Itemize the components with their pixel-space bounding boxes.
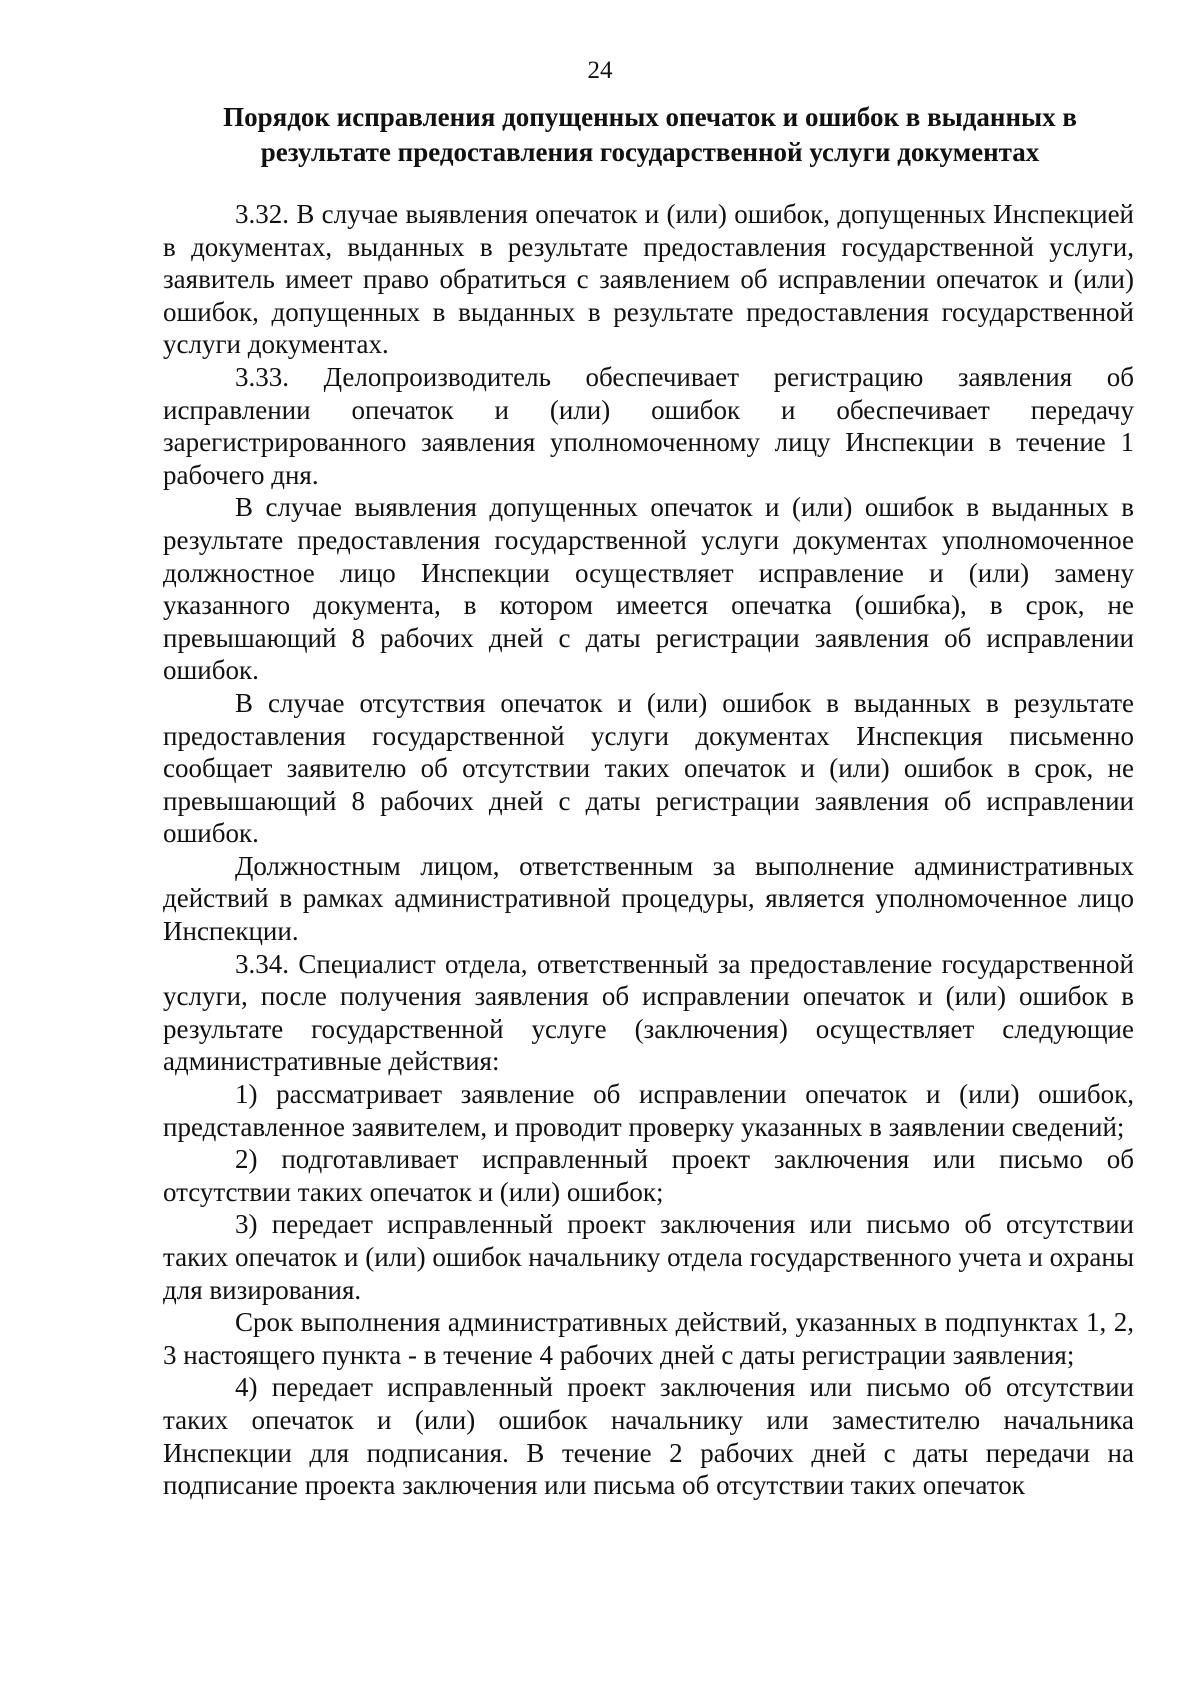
paragraph-3-34: 3.34. Специалист отдела, ответственный за предоставление государственной услуги, после получения заявления об исправлении опечаток и (или) ошибок в результате государственной услуге (заключения) осуществляет следующие административные действия: [163,948,1134,1077]
paragraph-no-errors: В случае отсутствия опечаток и (или) ошибок в выданных в результате предоставления государственной услуги документах Инспекция письменно сообщает заявителю об отсутствии таких опечаток и (или) ошибок в срок, не превышающий 8 рабочих дней с даты регистрации заявления об исправлении ошибок. [163,687,1134,849]
list-item-4: 4) передает исправленный проект заключения или письмо об отсутствии таких опечаток и (или) ошибок начальнику или заместителю начальника Инспекции для подписания. В течение 2 рабочих дней с даты передачи на подписание проекта заключения или письма об отсутствии таких опечаток [163,1372,1134,1501]
page-number: 24 [587,57,613,84]
section-title [175,100,1125,170]
section-title-line-1: Порядок исправления допущенных опечаток и ошибок в выданных в [223,102,1077,132]
paragraph-error-correction: В случае выявления допущенных опечаток и (или) ошибок в выданных в результате предоставления государственной услуги документах уполномоченное должностное лицо Инспекции осуществляет исправление и (или) замену указанного документа, в котором имеется опечатка (ошибка), в срок, не превышающий 8 рабочих дней с даты регистрации заявления об исправлении ошибок. [163,492,1134,686]
section-title-line-2: результате предоставления государственной услуги документах [260,137,1040,167]
document-body [163,198,1134,1502]
paragraph-deadline: Срок выполнения административных действий, указанных в подпунктах 1, 2, 3 настоящего пункта - в течение 4 рабочих дней с даты регистрации заявления; [163,1307,1134,1370]
list-item-3: 3) передает исправленный проект заключения или письмо об отсутствии таких опечаток и (или) ошибок начальнику отдела государственного учета и охраны для визирования. [163,1209,1134,1305]
list-item-1: 1) рассматривает заявление об исправлении опечаток и (или) ошибок, представленное заявителем, и проводит проверку указанных в заявлении сведений; [163,1079,1134,1142]
paragraph-3-33: 3.33. Делопроизводитель обеспечивает регистрацию заявления об исправлении опечаток и (или) ошибок и обеспечивает передачу зарегистрированного заявления уполномоченному лицу Инспекции в течение 1 рабочего дня. [163,361,1134,490]
paragraph-responsible-official: Должностным лицом, ответственным за выполнение административных действий в рамках административной процедуры, является уполномоченное лицо Инспекции. [163,850,1134,947]
paragraph-3-32: 3.32. В случае выявления опечаток и (или) ошибок, допущенных Инспекцией в документах, выданных в результате предоставления государственной услуги, заявитель имеет право обратиться с заявлением об исправлении опечаток и (или) ошибок, допущенных в выданных в результате предоставления государственной услуги документах. [163,199,1134,360]
list-item-2: 2) подготавливает исправленный проект заключения или письмо об отсутствии таких опечаток и (или) ошибок; [163,1144,1134,1207]
